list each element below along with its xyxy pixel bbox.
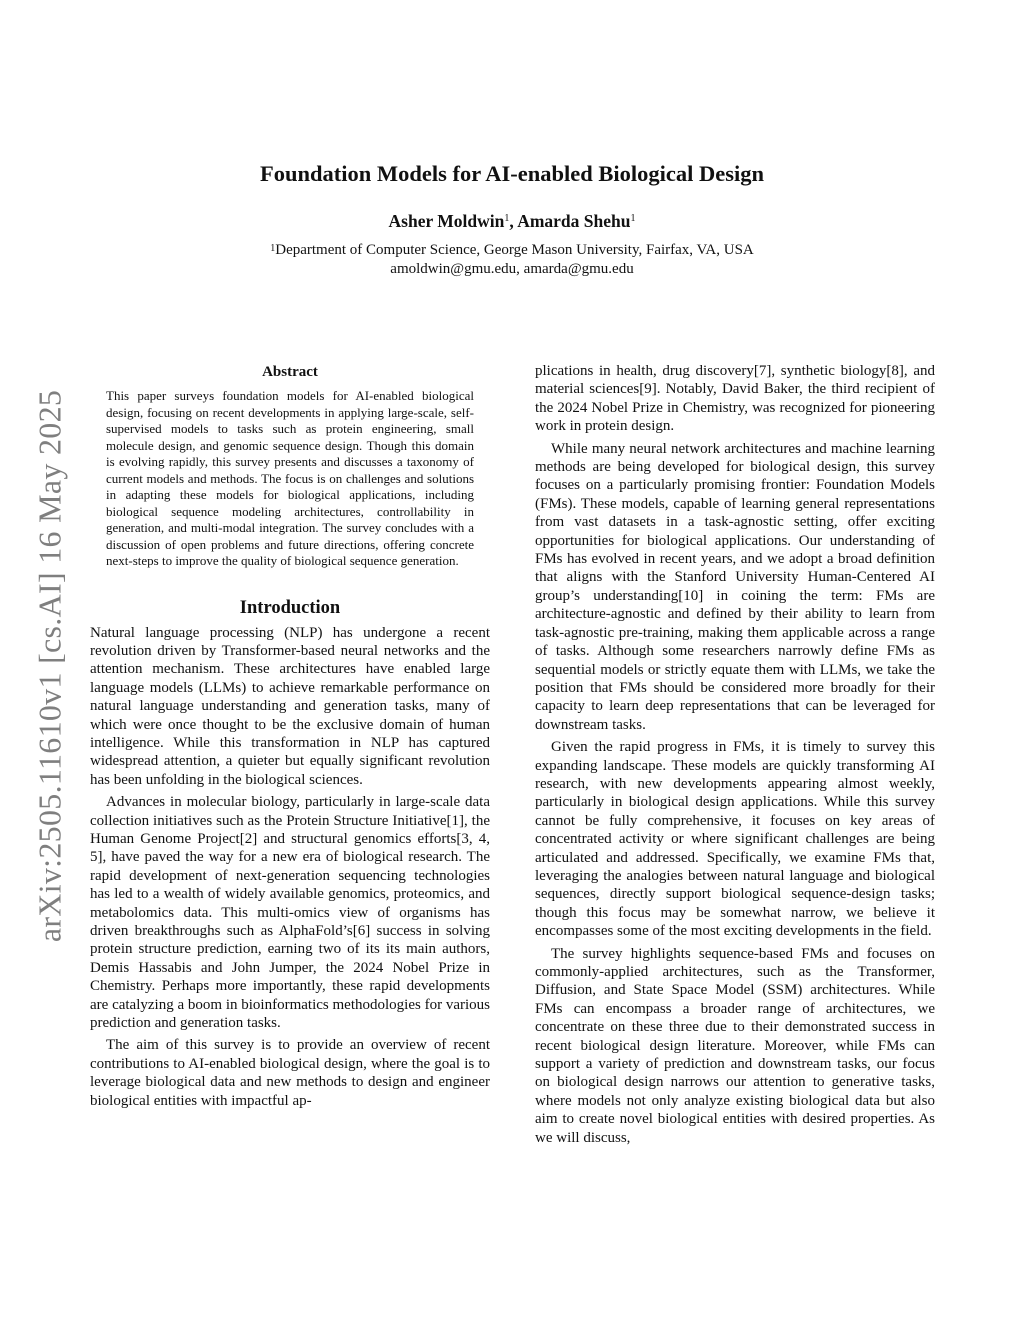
author-list bbox=[0, 210, 1024, 232]
affiliation-mark: 1 bbox=[504, 213, 510, 224]
affiliation-text: Department of Computer Science, George Mason University, Fairfax, VA, USA bbox=[275, 242, 754, 258]
body-paragraph: Natural language processing (NLP) has undergone a recent revolution driven by Transformer-based neural networks and the attention mechanism. These architectures have enabled large language models (LLMs) to achieve remarkable performance on natural language understanding and generation tasks, many of which were once thought to be the exclusive domain of human intelligence. While this transformation in NLP has captured widespread attention, a quieter but equally significant revolution has been unfolding in the biological sciences. bbox=[90, 624, 490, 788]
introduction-heading: Introduction bbox=[239, 597, 341, 618]
arxiv-stamp: arXiv:2505.11610v1 [cs.AI] 16 May 2025 bbox=[31, 389, 68, 943]
affiliation bbox=[0, 241, 1024, 260]
author-separator: , bbox=[509, 211, 518, 231]
author-emails: amoldwin@gmu.edu, amarda@gmu.edu bbox=[390, 261, 634, 277]
left-column bbox=[90, 362, 490, 1114]
right-column bbox=[535, 362, 935, 1151]
body-paragraph: Advances in molecular biology, particularly in large-scale data collection initiatives such as the Protein Structure Initiative[1], the Human Genome Project[2] and structural genomics efforts[3, 4, 5], have paved the way for a new era of biological research. The rapid development of next-generation sequencing technologies has led to a wealth of widely available genomics, proteomics, and metabolomics data. This multi-omics view of organisms has driven breakthroughs such as AlphaFold’s[6] success in solving protein structure prediction, earning two of its its main authors, Demis Hassabis and John Jumper, the 2024 Nobel Prize in Chemistry. Perhaps more importantly, these rapid developments are catalyzing a boom in bioinformatics methodologies for various prediction and generation tasks. bbox=[90, 794, 490, 1032]
body-paragraph: plications in health, drug discovery[7], synthetic biology[8], and material sciences[9]. Notably, David Baker, the third recipient of the 2024 Nobel Prize in Chemistry, was recognized for pioneering work in protein design. bbox=[535, 363, 935, 435]
abstract-text: This paper surveys foundation models for AI-enabled biological design, focusing on recent developments in applying large-scale, self-supervised models to tasks such as protein engineering, small molecule design, and genomic sequence design. Though this domain is evolving rapidly, this survey presents and discusses a taxonomy of current models and methods. The focus is on challenges and solutions in adapting these models for biological applications, including biological sequence modeling architectures, controllability in generation, and multi-modal integration. The survey concludes with a discussion of open problems and future directions, offering concrete next-steps to improve the quality of biological sequence generation. bbox=[106, 388, 474, 568]
body-paragraph: The survey highlights sequence-based FMs and focuses on commonly-applied architectures, such as the Transformer, Diffusion, and State Space Model (SSM) architectures. While FMs can encompass a broader range of architectures, we concentrate on these three due to their demonstrated success in recent biological design literature. Moreover, while FMs can support a variety of prediction and downstream tasks, our focus on biological design narrows our attention to generative tasks, where models not only analyze existing biological data but also aim to create novel biological entities with desired properties. As we will discuss, bbox=[535, 945, 935, 1146]
title-block bbox=[0, 160, 1024, 279]
body-paragraph: While many neural network architectures and machine learning methods are being developed for biological design, this survey focuses on a particularly promising frontier: Foundation Models (FMs). These models, capable of learning general representations from vast datasets in a task-agnostic setting, offer exciting opportunities for biological applications. Our understanding of FMs has evolved in recent years, and we adopt a broad definition that aligns with the Stanford University Human-Centered AI group’s understanding[10] in coining the term: FMs are architecture-agnostic and defined by their ability to learn from task-agnostic pre-training, making them applicable across a range of tasks. Although some researchers narrowly define FMs as sequential models or strictly equate them with LLMs, we take the position that FMs should be considered more broadly for their capacity to learn deep representations that can be leveraged for downstream tasks. bbox=[535, 440, 935, 733]
body-paragraph: Given the rapid progress in FMs, it is timely to survey this expanding landscape. These models are quickly transforming AI research, with new developments appearing almost weekly, particularly in biological design applications. While this survey cannot be fully comprehensive, it focuses on key areas of concentrated activity or where significant challenges are being articulated and addressed. Specifically, we examine FMs that, leveraging the analogies between natural language and biological sequences, directly support biological sequence-design tasks; though this focus may be somewhat narrow, we believe it encompasses some of the most exciting developments in the field. bbox=[535, 739, 935, 940]
abstract-heading: Abstract bbox=[262, 364, 318, 380]
affiliation-mark: 1 bbox=[270, 243, 276, 254]
body-paragraph: The aim of this survey is to provide an overview of recent contributions to AI-enabled biological design, where the goal is to leverage biological data and new methods to design and engineer biological entities with impactful ap- bbox=[90, 1037, 490, 1109]
affiliation-mark: 1 bbox=[630, 213, 636, 224]
paper-title: Foundation Models for AI-enabled Biological Design bbox=[259, 161, 764, 186]
author-name: Amarda Shehu bbox=[517, 211, 631, 231]
author-name: Asher Moldwin bbox=[388, 211, 505, 231]
